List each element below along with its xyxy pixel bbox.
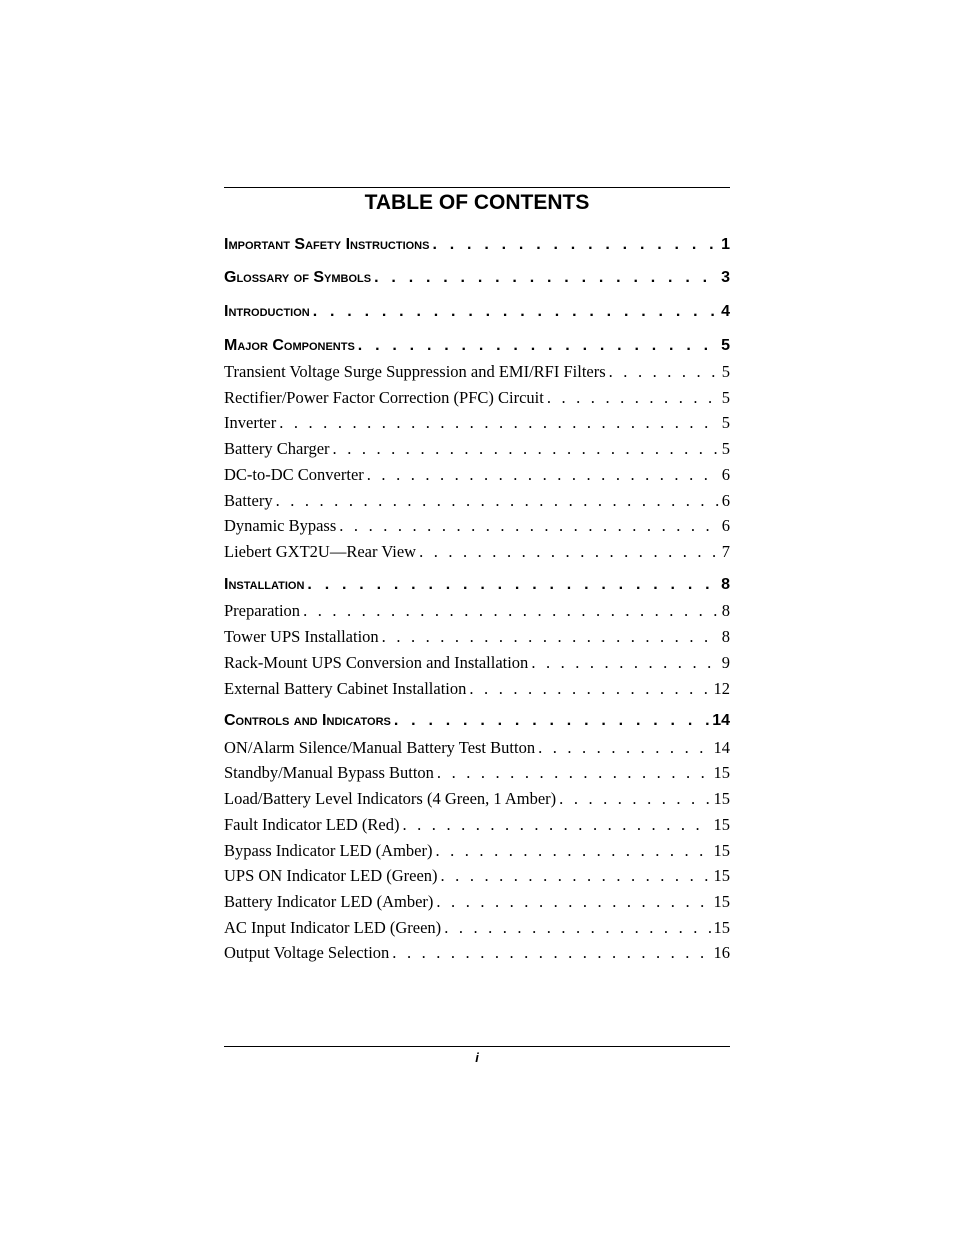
dot-leader <box>339 516 718 536</box>
toc-entry-label: Battery <box>224 491 273 510</box>
dot-leader <box>333 439 719 459</box>
dot-leader <box>394 711 709 731</box>
toc-entry-label: Standby/Manual Bypass Button <box>224 763 434 782</box>
toc-entry-label: Glossary of Symbols <box>224 269 372 286</box>
toc-entry-page-number: 14 <box>712 712 730 729</box>
toc-entry-label: Important Safety Instructions <box>224 236 430 253</box>
dot-leader <box>358 336 718 356</box>
toc-subsection-entry[interactable] <box>224 789 730 809</box>
toc-entry-page-number: 8 <box>721 627 730 646</box>
toc-entry-label: DC-to-DC Converter <box>224 465 364 484</box>
dot-leader <box>531 653 718 673</box>
toc-entry-page-number: 16 <box>713 943 730 962</box>
toc-subsection-entry[interactable] <box>224 841 730 861</box>
toc-subsection-entry[interactable] <box>224 943 730 963</box>
dot-leader <box>435 841 710 861</box>
dot-leader <box>303 601 719 621</box>
bottom-rule <box>224 1046 730 1047</box>
toc-entry-page-number: 15 <box>713 789 730 808</box>
page-title: TABLE OF CONTENTS <box>364 191 590 214</box>
toc-entry-page-number: 6 <box>721 516 730 535</box>
toc-entry-label: Rectifier/Power Factor Correction (PFC) Circuit <box>224 388 544 407</box>
toc-section-entry[interactable] <box>224 302 730 322</box>
dot-leader <box>437 763 711 783</box>
toc-entry-label: Bypass Indicator LED (Amber) <box>224 841 433 860</box>
toc-subsection-entry[interactable] <box>224 465 730 485</box>
toc-subsection-entry[interactable] <box>224 516 730 536</box>
toc-entry-label: External Battery Cabinet Installation <box>224 679 467 698</box>
toc-entry-label: Introduction <box>224 303 310 320</box>
toc-entry-label: Battery Indicator LED (Amber) <box>224 892 434 911</box>
toc-entry-page-number: 8 <box>721 601 730 620</box>
toc-entry-page-number: 8 <box>721 576 730 593</box>
toc-subsection-entry[interactable] <box>224 601 730 621</box>
toc-subsection-entry[interactable] <box>224 362 730 382</box>
toc-entry-label: Battery Charger <box>224 439 330 458</box>
toc-entry-page-number: 14 <box>713 738 730 757</box>
toc-subsection-entry[interactable] <box>224 439 730 459</box>
toc-entry-page-number: 7 <box>721 542 730 561</box>
toc-subsection-entry[interactable] <box>224 542 730 562</box>
toc-section-entry[interactable] <box>224 336 730 356</box>
toc-entry-label: ON/Alarm Silence/Manual Battery Test Button <box>224 738 536 757</box>
toc-entry-label: Liebert GXT2U—Rear View <box>224 542 417 561</box>
toc-entry-page-number: 5 <box>721 337 730 354</box>
toc-entry-label: Installation <box>224 576 305 593</box>
dot-leader <box>609 362 719 382</box>
toc-entry-page-number: 5 <box>721 388 730 407</box>
toc-entry-label: Output Voltage Selection <box>224 943 390 962</box>
dot-leader <box>307 575 718 595</box>
dot-leader <box>367 465 719 485</box>
dot-leader <box>538 738 710 758</box>
toc-section-entry[interactable] <box>224 575 730 595</box>
toc-entry-label: Controls and Indicators <box>224 712 391 729</box>
toc-entry-page-number: 6 <box>721 465 730 484</box>
toc-entry-label: Preparation <box>224 601 301 620</box>
toc-entry-page-number: 5 <box>721 439 730 458</box>
toc-entry-page-number: 9 <box>721 653 730 672</box>
dot-leader <box>559 789 710 809</box>
toc-subsection-entry[interactable] <box>224 918 730 938</box>
toc-subsection-entry[interactable] <box>224 763 730 783</box>
toc-subsection-entry[interactable] <box>224 627 730 647</box>
toc-entry-page-number: 5 <box>721 413 730 432</box>
toc-subsection-entry[interactable] <box>224 653 730 673</box>
dot-leader <box>419 542 719 562</box>
dot-leader <box>392 943 710 963</box>
toc-subsection-entry[interactable] <box>224 815 730 835</box>
toc-subsection-entry[interactable] <box>224 866 730 886</box>
dot-leader <box>279 413 719 433</box>
toc-section-entry[interactable] <box>224 711 730 731</box>
toc-entry-label: AC Input Indicator LED (Green) <box>224 918 442 937</box>
dot-leader <box>432 235 718 255</box>
dot-leader <box>436 892 710 912</box>
toc-entry-page-number: 15 <box>713 892 730 911</box>
toc-entry-label: Transient Voltage Surge Suppression and EMI/RFI Filters <box>224 362 606 381</box>
toc-entry-page-number: 15 <box>713 841 730 860</box>
dot-leader <box>403 815 711 835</box>
dot-leader <box>441 866 711 886</box>
toc-entry-page-number: 4 <box>721 303 730 320</box>
footer-page-number: i <box>475 1050 479 1065</box>
toc-entry-label: Major Components <box>224 337 355 354</box>
toc-subsection-entry[interactable] <box>224 679 730 699</box>
toc-entry-page-number: 15 <box>713 763 730 782</box>
dot-leader <box>547 388 719 408</box>
toc-entry-page-number: 3 <box>721 269 730 286</box>
toc-subsection-entry[interactable] <box>224 892 730 912</box>
toc-entry-page-number: 15 <box>713 918 730 937</box>
toc-entry-label: Fault Indicator LED (Red) <box>224 815 400 834</box>
toc-entry-label: Inverter <box>224 413 277 432</box>
top-rule <box>224 187 730 188</box>
dot-leader <box>469 679 710 699</box>
toc-entry-label: UPS ON Indicator LED (Green) <box>224 866 438 885</box>
dot-leader <box>382 627 719 647</box>
toc-entry-page-number: 15 <box>713 866 730 885</box>
toc-entry-label: Rack-Mount UPS Conversion and Installation <box>224 653 529 672</box>
toc-entry-page-number: 6 <box>721 491 730 510</box>
toc-subsection-entry[interactable] <box>224 388 730 408</box>
toc-section-entry[interactable] <box>224 235 730 255</box>
toc-subsection-entry[interactable] <box>224 491 730 511</box>
toc-entry-label: Dynamic Bypass <box>224 516 337 535</box>
toc-section-entry[interactable] <box>224 268 730 288</box>
toc-subsection-entry[interactable] <box>224 413 730 433</box>
toc-entry-label: Load/Battery Level Indicators (4 Green, 1 Amber) <box>224 789 557 808</box>
dot-leader <box>313 302 718 322</box>
dot-leader <box>374 268 718 288</box>
toc-entry-page-number: 1 <box>721 236 730 253</box>
toc-entry-page-number: 12 <box>713 679 730 698</box>
toc-entry-page-number: 5 <box>721 362 730 381</box>
dot-leader <box>444 918 710 938</box>
toc-subsection-entry[interactable] <box>224 738 730 758</box>
toc-entry-label: Tower UPS Installation <box>224 627 379 646</box>
dot-leader <box>276 491 719 511</box>
toc-entry-page-number: 15 <box>713 815 730 834</box>
